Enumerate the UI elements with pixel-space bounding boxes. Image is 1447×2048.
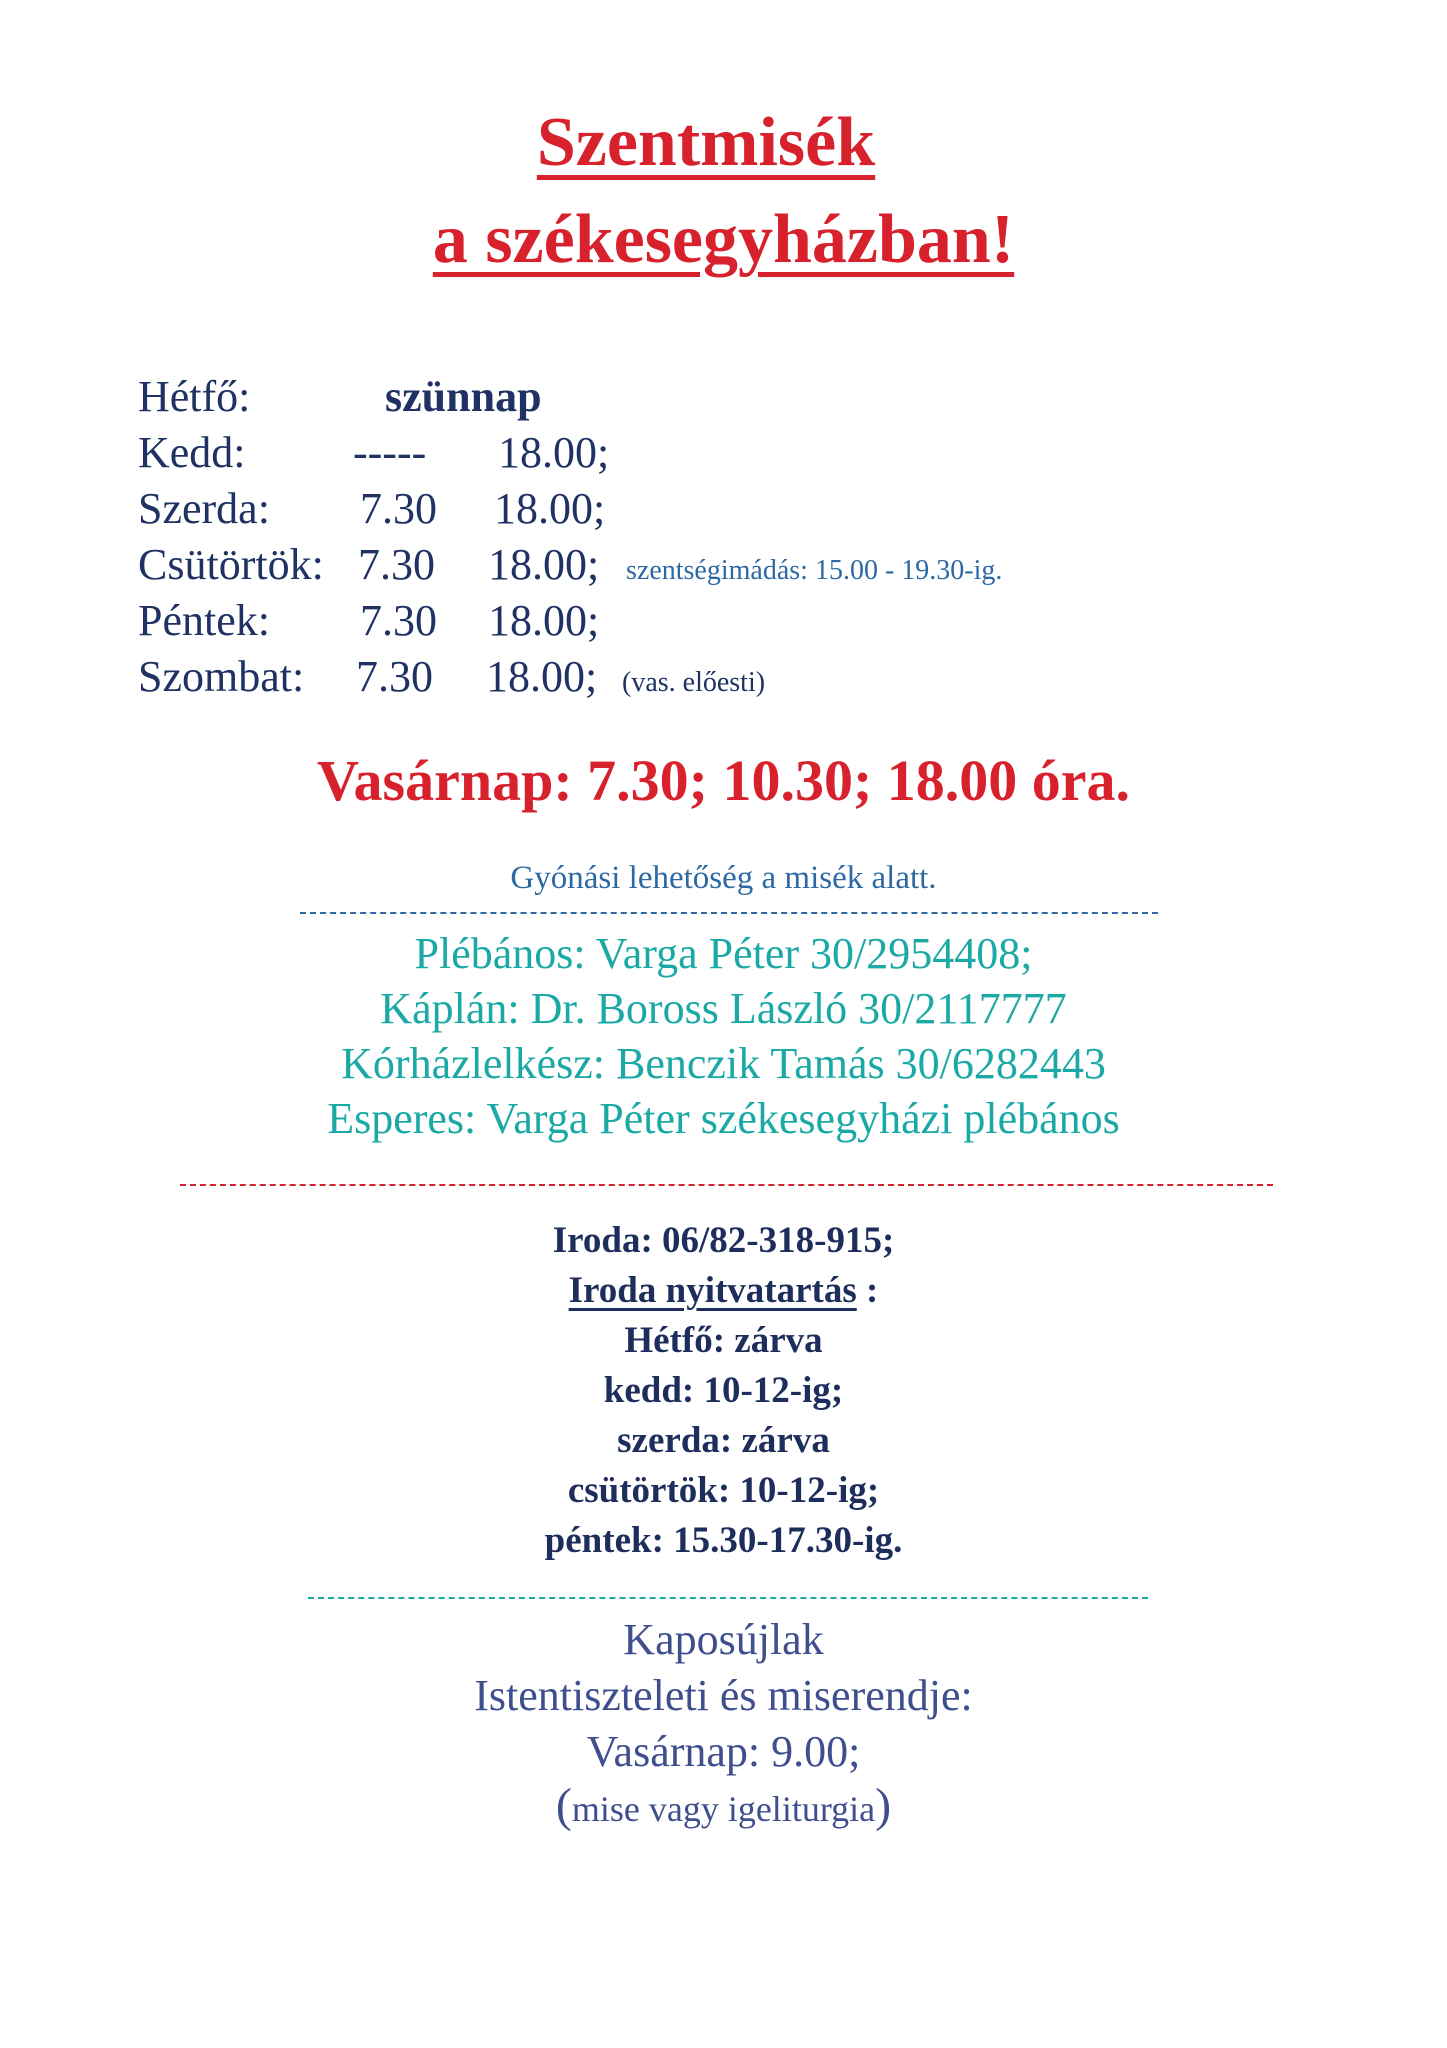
clergy-dean: Esperes: Varga Péter székesegyházi plébános — [327, 1094, 1120, 1143]
office-hours-item: csütörtök: 10-12-ig; — [567, 1470, 880, 1511]
schedule-day: Szombat: — [138, 652, 305, 701]
schedule-morning: 7.30 — [358, 540, 435, 589]
kaposujlak-note — [0, 1779, 1447, 1832]
title-text-1: Szentmisék — [536, 104, 876, 181]
schedule-evening: 18.00; — [488, 540, 600, 589]
schedule-morning: 7.30 — [356, 652, 433, 701]
schedule-note: szentségimádás: 15.00 - 19.30-ig. — [626, 555, 1003, 586]
sunday-mass-times: Vasárnap: 7.30; 10.30; 18.00 óra. — [316, 748, 1131, 813]
clergy-chaplain: Káplán: Dr. Boross László 30/2117777 — [380, 984, 1067, 1033]
schedule-evening: 18.00; — [488, 596, 600, 645]
schedule-morning: szünnap — [385, 372, 542, 421]
schedule-morning: ----- — [353, 428, 427, 477]
office-hours-item: Hétfő: zárva — [624, 1320, 823, 1361]
paren-close: ) — [875, 1779, 892, 1832]
schedule-day: Péntek: — [138, 596, 270, 645]
schedule-note: (vas. előesti) — [622, 667, 766, 698]
divider-red — [180, 1184, 1273, 1186]
divider-blue — [300, 912, 1158, 914]
office-phone: Iroda: 06/82-318-915; — [552, 1220, 895, 1261]
kaposujlak-note-text: mise vagy igeliturgia — [571, 1789, 876, 1829]
schedule-morning: 7.30 — [360, 596, 437, 645]
confession-note: Gyónási lehetőség a misék alatt. — [510, 860, 937, 896]
kaposujlak-place: Kaposújlak — [623, 1615, 824, 1664]
schedule-evening: 18.00; — [494, 484, 606, 533]
office-hours-item: péntek: 15.30-17.30-ig. — [544, 1520, 903, 1561]
title-line-1 — [0, 104, 1447, 181]
schedule-evening: 18.00; — [486, 652, 598, 701]
schedule-evening: 18.00; — [498, 428, 610, 477]
schedule-day: Csütörtök: — [138, 540, 324, 589]
kaposujlak-heading: Istentiszteleti és miserendje: — [474, 1671, 973, 1720]
title-text-2: a székesegyházban! — [432, 201, 1015, 278]
clergy-parish-priest: Plébános: Varga Péter 30/2954408; — [414, 929, 1033, 978]
schedule-day: Kedd: — [138, 428, 246, 477]
office-hours-item: kedd: 10-12-ig; — [603, 1370, 844, 1411]
schedule-day: Szerda: — [138, 484, 270, 533]
office-hours-colon: : — [856, 1270, 879, 1311]
kaposujlak-sunday: Vasárnap: 9.00; — [586, 1727, 861, 1776]
divider-teal — [308, 1597, 1148, 1599]
schedule-morning: 7.30 — [360, 484, 437, 533]
clergy-hospital-chaplain: Kórházlelkész: Benczik Tamás 30/6282443 — [341, 1039, 1106, 1088]
schedule-day: Hétfő: — [138, 372, 251, 421]
office-hours-item: szerda: zárva — [617, 1420, 830, 1461]
office-hours-title-text: Iroda nyitvatartás — [568, 1270, 857, 1311]
title-line-2 — [0, 201, 1447, 278]
paren-open: ( — [555, 1779, 572, 1832]
office-hours-title — [0, 1272, 1447, 1309]
